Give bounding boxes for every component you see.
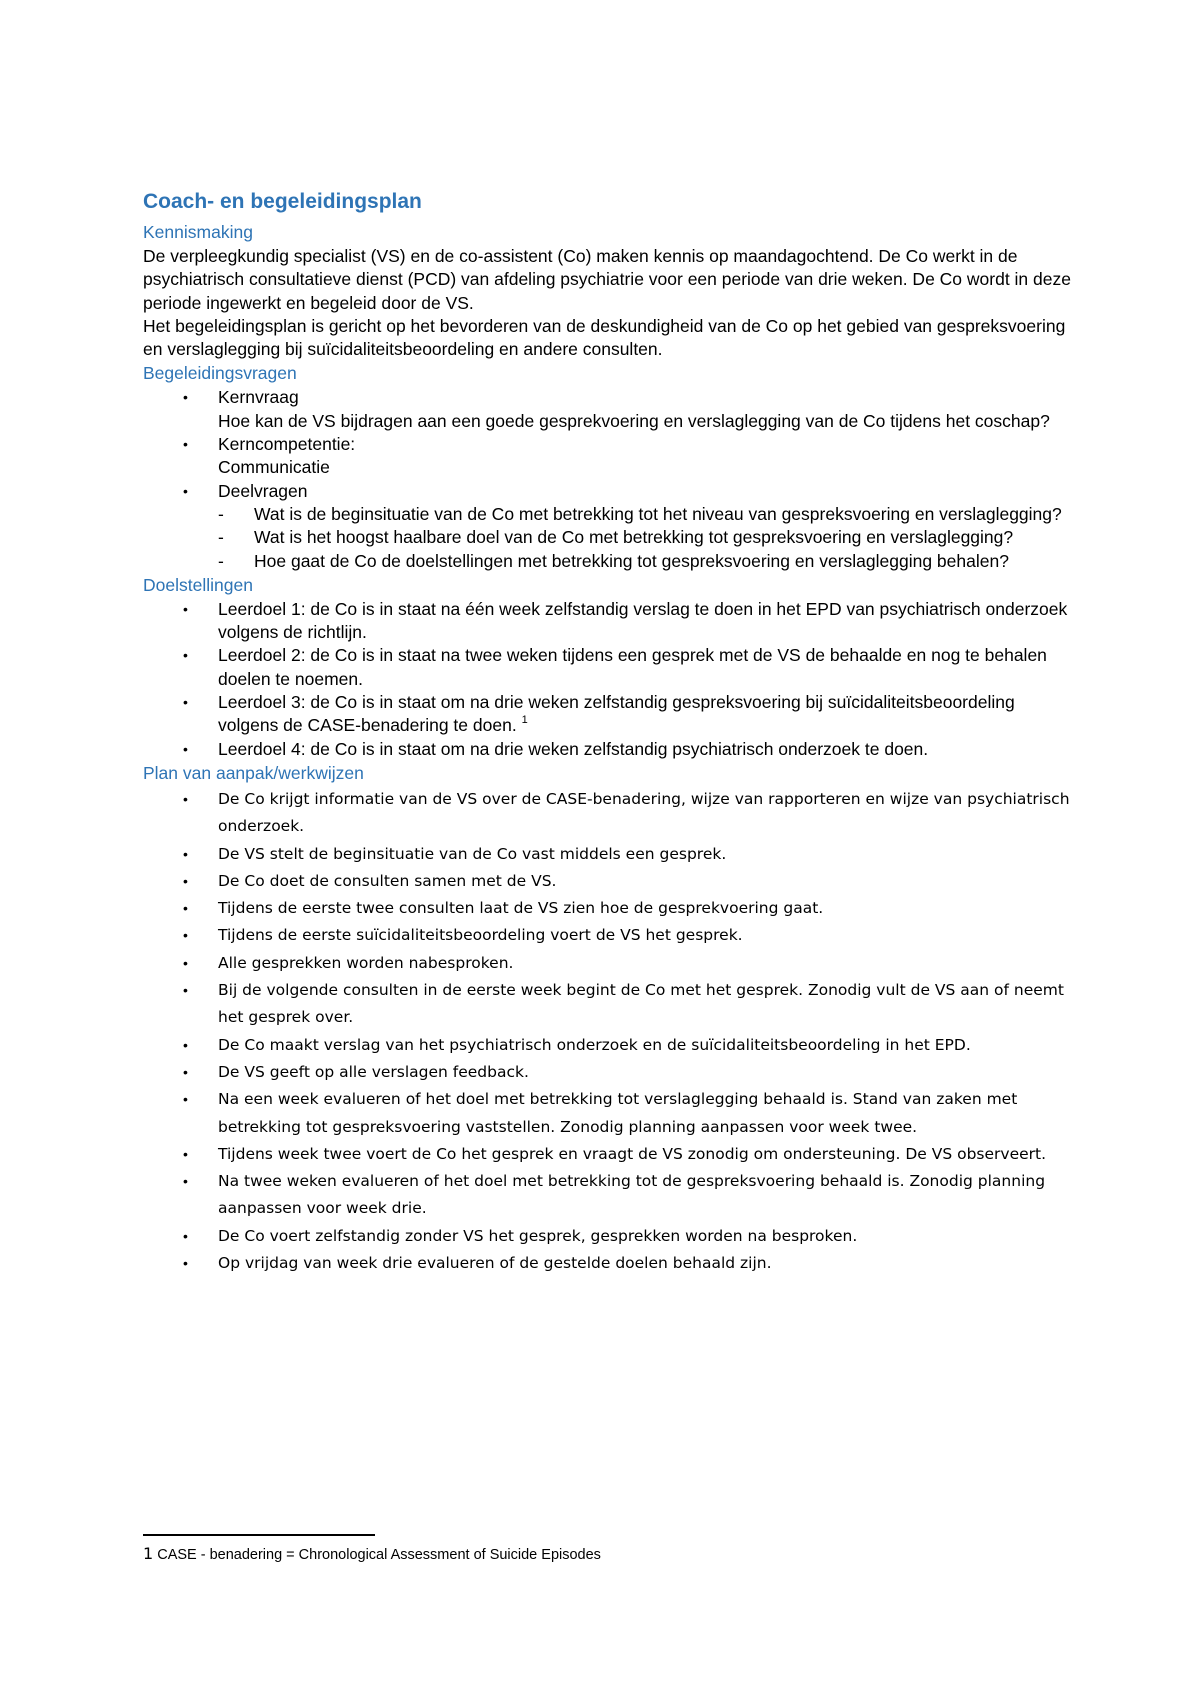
doelstellingen-list (143, 598, 1073, 761)
sub-list-item (218, 503, 1073, 526)
list-item (143, 480, 1073, 573)
bullet-icon: • (183, 1091, 188, 1108)
item-text: Na twee weken evalueren of het doel met betrekking tot de gespreksvoering behaald is. Zonodig planning aanpassen voor week drie. (218, 1172, 1046, 1218)
list-item (143, 433, 1073, 480)
list-item (143, 738, 1073, 761)
heading-plan-van-aanpak: Plan van aanpak/werkwijzen (143, 762, 364, 783)
list-item (143, 1141, 1073, 1168)
deelvragen-list (218, 503, 1073, 573)
bullet-icon: • (183, 1145, 188, 1162)
bullet-icon: • (183, 740, 188, 757)
sub-item-text: Wat is het hoogst haalbare doel van de Co met betrekking tot gespreksvoering en verslaglegging? (254, 527, 1014, 548)
item-text: Leerdoel 1: de Co is in staat na één week zelfstandig verslag te doen in het EPD van psychiatrisch onderzoek volgens de richtlijn. (218, 598, 1068, 643)
bullet-icon: • (183, 872, 188, 889)
heading-begeleidingsvragen: Begeleidingsvragen (143, 363, 297, 384)
list-item (143, 1032, 1073, 1059)
list-item (143, 895, 1073, 922)
bullet-icon: • (183, 1173, 188, 1190)
item-text: De Co krijgt informatie van de VS over de CASE-benadering, wijze van rapporteren en wijze van psychiatrisch onderzoek. (218, 789, 1070, 836)
dash-icon: - (218, 527, 224, 548)
bullet-icon: • (183, 482, 188, 499)
list-item (143, 950, 1073, 977)
bullet-icon: • (183, 900, 188, 917)
begeleidingsvragen-list (143, 386, 1073, 572)
sub-list-item (218, 526, 1073, 549)
document-content (143, 188, 1073, 1277)
bullet-icon: • (183, 1254, 188, 1271)
list-item (143, 644, 1073, 691)
item-text: De Co maakt verslag van het psychiatrisch onderzoek en de suïcidaliteitsbeoordeling in het EPD. (218, 1035, 971, 1054)
item-text: Tijdens week twee voert de Co het gesprek en vraagt de VS zonodig om ondersteuning. De VS observeert. (218, 1144, 1047, 1163)
heading-kennismaking: Kennismaking (143, 222, 253, 242)
footnote-number: 1 (143, 1544, 154, 1563)
list-item (143, 977, 1073, 1032)
sub-item-text: Wat is de beginsituatie van de Co met betrekking tot het niveau van gespreksvoering en verslaglegging? (254, 503, 1062, 524)
plan-list (143, 786, 1073, 1277)
item-label: Kerncompetentie: (218, 434, 356, 455)
item-text: De Co doet de consulten samen met de VS. (218, 871, 557, 890)
bullet-icon: • (183, 954, 188, 971)
item-label: Kernvraag (218, 387, 299, 408)
footnote-reference[interactable]: 1 (521, 713, 528, 726)
item-text: Tijdens de eerste twee consulten laat de VS zien hoe de gesprekvoering gaat. (218, 899, 824, 918)
bullet-icon: • (183, 1063, 188, 1080)
dash-icon: - (218, 503, 224, 524)
list-item (143, 868, 1073, 895)
item-text: Alle gesprekken worden nabesproken. (218, 953, 514, 972)
list-item (143, 841, 1073, 868)
bullet-icon: • (183, 1227, 188, 1244)
heading-doelstellingen: Doelstellingen (143, 574, 253, 595)
paragraph: De verpleegkundig specialist (VS) en de co-assistent (Co) maken kennis op maandagochtend. De Co werkt in de psychiatrisch consultatieve dienst (PCD) van afdeling psychiatrie voor een periode van drie weken. De Co wordt in deze periode ingewerkt en begeleid door de VS. (143, 246, 1071, 313)
bullet-icon: • (183, 436, 188, 453)
bullet-icon: • (183, 982, 188, 999)
sub-list-item (218, 550, 1073, 573)
bullet-icon: • (183, 694, 188, 711)
item-text: Bij de volgende consulten in de eerste week begint de Co met het gesprek. Zonodig vult de VS aan of neemt het gesprek over. (218, 981, 1064, 1027)
item-text: Op vrijdag van week drie evalueren of de gestelde doelen behaald zijn. (218, 1253, 772, 1272)
list-item (143, 1059, 1073, 1086)
list-item (143, 786, 1073, 841)
bullet-icon: • (183, 600, 188, 617)
bullet-icon: • (183, 845, 188, 862)
item-text: Leerdoel 4: de Co is in staat om na drie weken zelfstandig psychiatrisch onderzoek te doen. (218, 738, 929, 759)
footnote-separator (143, 1534, 375, 1536)
bullet-icon: • (183, 1036, 188, 1053)
list-item (143, 1223, 1073, 1250)
list-item (143, 1250, 1073, 1277)
item-text: Leerdoel 2: de Co is in staat na twee weken tijdens een gesprek met de VS de behaalde en nog te behalen doelen te noemen. (218, 645, 1047, 689)
item-text: Leerdoel 3: de Co is in staat om na drie weken zelfstandig gespreksvoering bij suïcidaliteitsbeoordeling volgens de CASE-benadering te doen. (218, 692, 1015, 736)
list-item (143, 1168, 1073, 1223)
bullet-icon: • (183, 647, 188, 664)
page-title: Coach- en begeleidingsplan (143, 190, 422, 213)
item-text: Hoe kan de VS bijdragen aan een goede gesprekvoering en verslaglegging van de Co tijdens het coschap? (218, 410, 1050, 431)
bullet-icon: • (183, 389, 188, 406)
list-item (143, 598, 1073, 645)
item-text: Tijdens de eerste suïcidaliteitsbeoordeling voert de VS het gesprek. (218, 926, 743, 945)
footnote (143, 1544, 601, 1565)
item-text: Na een week evalueren of het doel met betrekking tot verslaglegging behaald is. Stand van zaken met betrekking tot gespreksvoering vaststellen. Zonodig planning aanpassen voor week twee. (218, 1090, 1018, 1136)
bullet-icon: • (183, 790, 188, 807)
paragraph: Het begeleidingsplan is gericht op het bevorderen van de deskundigheid van de Co op het gebied van gespreksvoering en verslaglegging bij suïcidaliteitsbeoordeling en andere consulten. (143, 315, 1066, 360)
list-item (143, 386, 1073, 433)
sub-item-text: Hoe gaat de Co de doelstellingen met betrekking tot gespreksvoering en verslaglegging behalen? (254, 550, 1009, 571)
bullet-icon: • (183, 927, 188, 944)
list-item (143, 1086, 1073, 1141)
dash-icon: - (218, 550, 224, 571)
list-item (143, 922, 1073, 949)
item-text: De VS geeft op alle verslagen feedback. (218, 1062, 529, 1081)
list-item (143, 691, 1073, 738)
item-text: De Co voert zelfstandig zonder VS het gesprek, gesprekken worden na besproken. (218, 1226, 858, 1245)
item-label: Deelvragen (218, 480, 308, 501)
item-text: Communicatie (218, 457, 330, 478)
footnote-text: CASE - benadering = Chronological Assessment of Suicide Episodes (157, 1547, 601, 1563)
item-text: De VS stelt de beginsituatie van de Co vast middels een gesprek. (218, 844, 727, 863)
